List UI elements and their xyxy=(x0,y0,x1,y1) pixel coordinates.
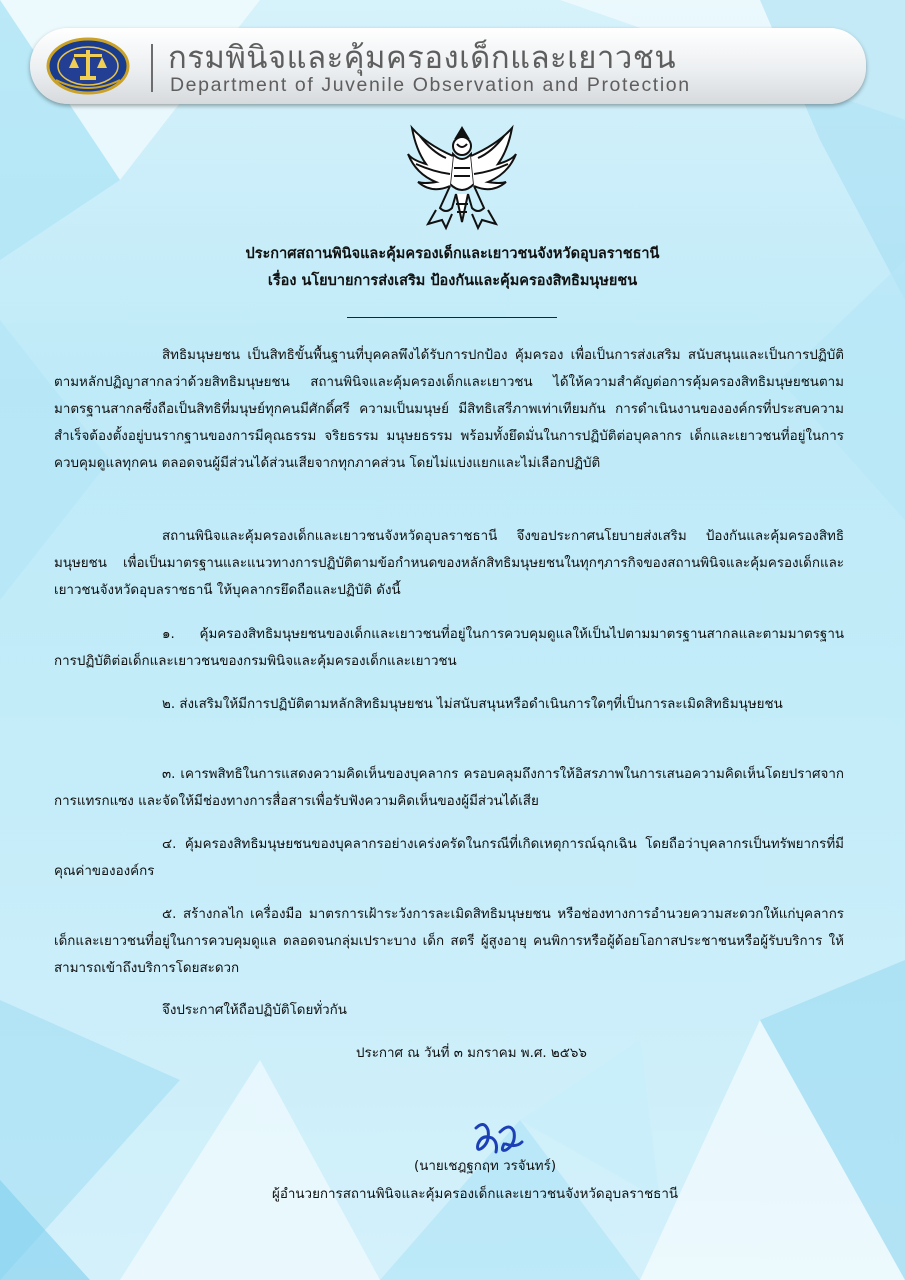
signer-title: ผู้อำนวยการสถานพินิจและคุ้มครองเด็กและเยาวชนจังหวัดอุบลราชธานี xyxy=(272,1187,679,1202)
policy-item-3: ๓. เคารพสิทธิในการแสดงความคิดเห็นของบุคลากร ครอบคลุมถึงการให้อิสรภาพในการเสนอความคิดเห็นโดยปราศจากการแทรกแซง และจัดให้มีช่องทางการสื่อสารเพื่อรับฟังความคิดเห็นของผู้มีส่วนได้เสีย xyxy=(54,767,844,809)
announcement-date: ประกาศ ณ วันที่ ๓ มกราคม พ.ศ. ๒๕๖๖ xyxy=(356,1046,587,1061)
handwritten-signature xyxy=(470,1118,524,1158)
department-seal-icon xyxy=(44,36,132,96)
title-underline xyxy=(347,317,557,318)
policy-paragraph: สถานพินิจและคุ้มครองเด็กและเยาวชนจังหวัดอุบลราชธานี จึงขอประกาศนโยบายส่งเสริม ป้องกันและคุ้มครองสิทธิมนุษยชน เพื่อเป็นมาตรฐานและแนวทางการปฏิบัติตามข้อกำหนดของหลักสิทธิมนุษยชนในทุกๆภารกิจของสถานพินิจและคุ้มครองเด็กและเยาวชนจังหวัดอุบลราชธานี ให้บุคลากรยึดถือและปฏิบัติ ดังนี้ xyxy=(54,529,844,598)
header-divider xyxy=(151,44,153,92)
department-name-english: Department of Juvenile Observation and Protection xyxy=(170,74,691,96)
announcement-subject: เรื่อง นโยบายการส่งเสริม ป้องกันและคุ้มครองสิทธิมนุษยชน xyxy=(267,273,638,289)
garuda-emblem-icon xyxy=(406,124,518,232)
announcement-title: ประกาศสถานพินิจและคุ้มครองเด็กและเยาวชนจังหวัดอุบลราชธานี xyxy=(245,246,660,262)
policy-item-4: ๔. คุ้มครองสิทธิมนุษยชนของบุคลากรอย่างเคร่งครัดในกรณีที่เกิดเหตุการณ์ฉุกเฉิน โดยถือว่าบุคลากรเป็นทรัพยากรที่มีคุณค่าขององค์กร xyxy=(54,837,844,879)
department-name-thai: กรมพินิจและคุ้มครองเด็กและเยาวชน xyxy=(168,40,677,76)
closing-statement: จึงประกาศให้ถือปฏิบัติโดยทั่วกัน xyxy=(162,1003,347,1018)
intro-paragraph: สิทธิมนุษยชน เป็นสิทธิขั้นพื้นฐานที่บุคคลพึงได้รับการปกป้อง คุ้มครอง เพื่อเป็นการส่งเสริม สนับสนุนและเป็นการปฏิบัติตามหลักปฏิญาสากลว่าด้วยสิทธิมนุษยชน สถานพินิจและคุ้มครองเด็กและเยาวชน ได้ให้ความสำคัญต่อการคุ้มครองสิทธิมนุษยชนตามมาตรฐานสากลซึ่งถือเป็นสิทธิที่มนุษย์ทุกคนมีศักดิ์ศรี ความเป็นมนุษย์ มีสิทธิเสรีภาพเท่าเทียมกัน การดำเนินงานขององค์กรที่ประสบความสำเร็จต้องตั้งอยู่บนรากฐานของการมีคุณธรรม จริยธรรม มนุษยธรรม พร้อมทั้งยึดมั่นในการปฏิบัติต่อบุคลากร เด็กและเยาวชนที่อยู่ในการควบคุมดูแลทุกคน ตลอดจนผู้มีส่วนได้ส่วนเสียจากทุกภาคส่วน โดยไม่แบ่งแยกและไม่เลือกปฏิบัติ xyxy=(54,348,844,471)
policy-item-1: ๑. คุ้มครองสิทธิมนุษยชนของเด็กและเยาวชนที่อยู่ในการควบคุมดูแลให้เป็นไปตามมาตรฐานสากลและตามมาตรฐานการปฏิบัติต่อเด็กและเยาวชนของกรมพินิจและคุ้มครองเด็กและเยาวชน xyxy=(54,627,844,669)
policy-item-2: ๒. ส่งเสริมให้มีการปฏิบัติตามหลักสิทธิมนุษยชน ไม่สนับสนุนหรือดำเนินการใดๆที่เป็นการละเมิดสิทธิมนุษยชน xyxy=(162,697,783,712)
policy-item-5: ๕. สร้างกลไก เครื่องมือ มาตรการเฝ้าระวังการละเมิดสิทธิมนุษยชน หรือช่องทางการอำนวยความสะดวกให้แก่บุคลากร เด็กและเยาวชนที่อยู่ในการควบคุมดูแล ตลอดจนกลุ่มเปราะบาง เด็ก สตรี ผู้สูงอายุ คนพิการหรือผู้ด้อยโอกาสประชาชนหรือผู้รับบริการ ให้สามารถเข้าถึงบริการโดยสะดวก xyxy=(54,907,844,976)
signer-name: (นายเชฎฐกฤท วรจันทร์) xyxy=(414,1159,557,1174)
